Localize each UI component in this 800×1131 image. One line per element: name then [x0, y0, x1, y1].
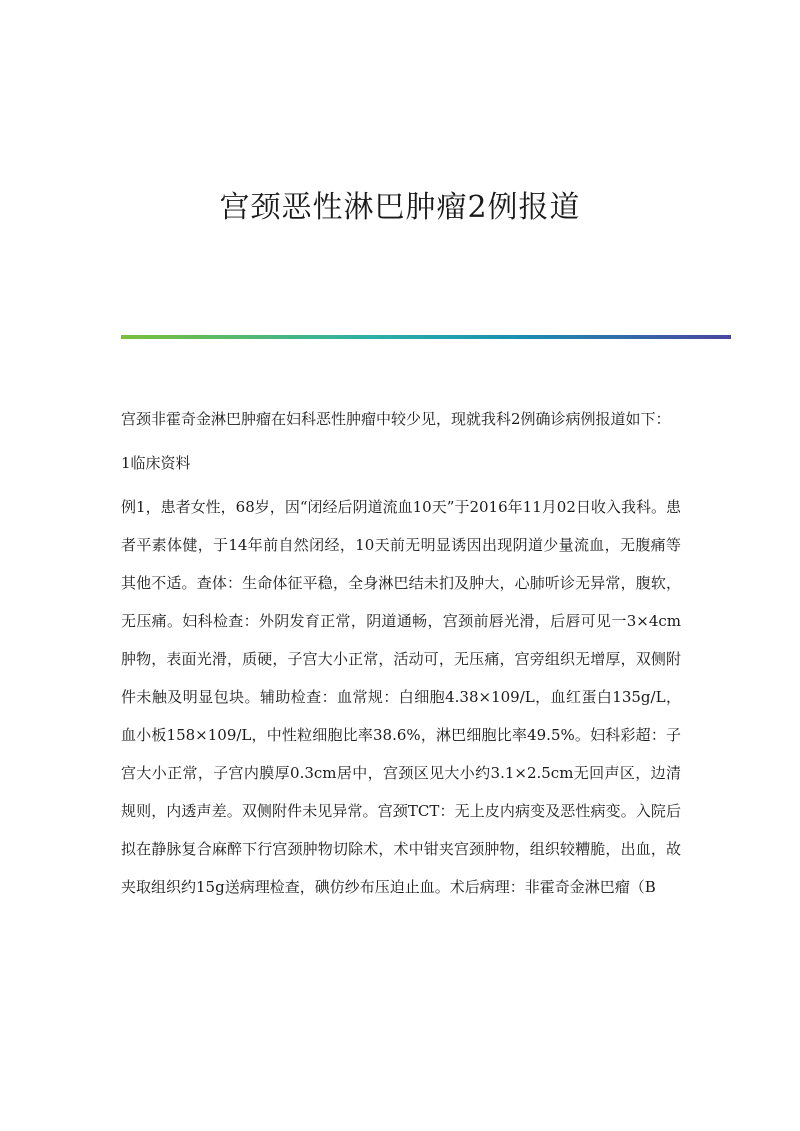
case-paragraph: 例1，患者女性，68岁，因“闭经后阴道流血10天”于2016年11月02日收入我科。患者平素体健，于14年前自然闭经，10天前无明显诱因出现阴道少量流血，无腹痛等其他不适。查体：生命体征平稳，全身淋巴结未扪及肿大，心肺听诊无异常，腹软，无压痛。妇科检查：外阴发育正常，阴道通畅，宫颈前唇光滑，后唇可见一3×4cm肿物，表面光滑，质硬，子宫大小正常，活动可，无压痛，宫旁组织无增厚，双侧附件未触及明显包块。辅助检查：血常规：白细胞4.38×109/L，血红蛋白135g/L，血小板158×109/L，中性粒细胞比率38.6%，淋巴细胞比率49.5%。妇科彩超：子宫大小正常，子宫内膜厚0.3cm居中，宫颈区见大小约3.1×2.5cm无回声区，边清规则，内透声差。双侧附件未见异常。宫颈TCT：无上皮内病变及恶性病变。入院后拟在静脉复合麻醉下行宫颈肿物切除术，术中钳夹宫颈肿物，组织较糟脆，出血，故夹取组织约15g送病理检查，碘仿纱布压迫止血。术后病理：非霍奇金淋巴瘤（B: [121, 498, 681, 896]
document-body: [121, 400, 681, 912]
intro-paragraph: 宫颈非霍奇金淋巴肿瘤在妇科恶性肿瘤中较少见，现就我科2例确诊病例报道如下：: [121, 410, 671, 428]
section-heading: 1临床资料: [121, 454, 191, 472]
document-title: 宫颈恶性淋巴肿瘤2例报道: [219, 190, 581, 225]
title-divider: [121, 335, 731, 339]
